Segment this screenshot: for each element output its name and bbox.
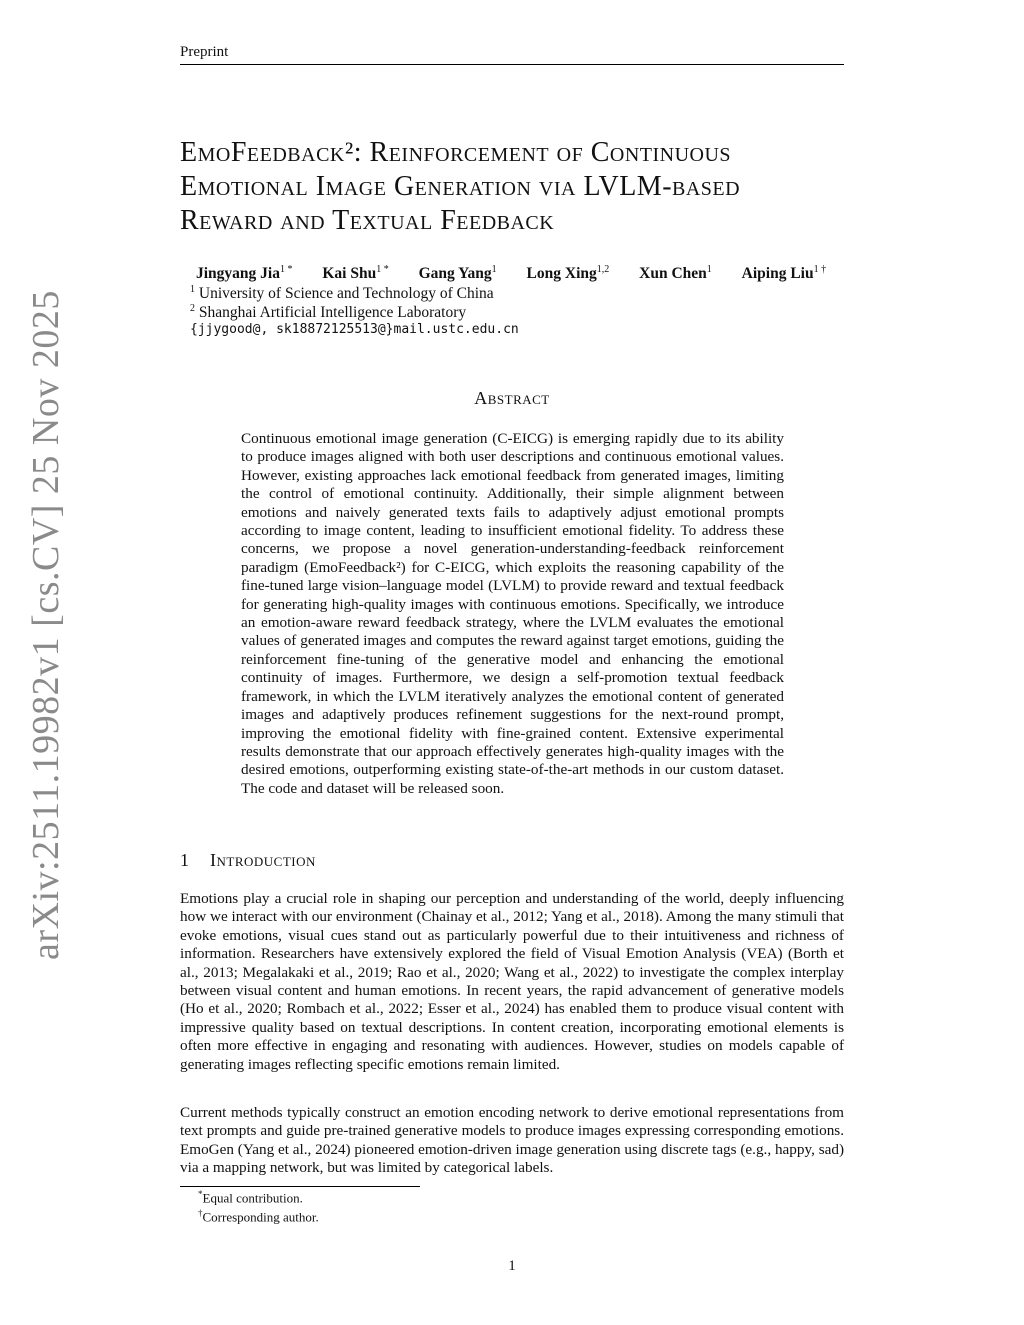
author: Kai Shu$^{1 *}$	[322, 264, 389, 283]
paper-title	[180, 136, 850, 238]
section-number: 1	[180, 850, 190, 870]
abstract-heading: Abstract	[474, 388, 550, 408]
page-number: 1	[508, 1258, 516, 1274]
abstract-text: Continuous emotional image generation (C-EICG) is emerging rapidly due to its ability to produce images aligned with both user descriptions and continuous emotional values. However, existing approaches lack emotional feedback from generated images, limiting the control of emotional continuity. Additionally, their simple alignment between emotions and naively generated texts fails to adaptively adjust emotional prompts according to image content, leading to insufficient emotional fidelity. To address these concerns, we propose a novel generation-understanding-feedback reinforcement paradigm (EmoFeedback²) for C-EICG, which exploits the reasoning capability of the fine-tuned large vision–language model (LVLM) to provide reward and textual feedback for generating high-quality images with continuous emotions. Specifically, we introduce an emotion-aware reward feedback strategy, where the LVLM evaluates the emotional values of generated images and computes the reward against target emotions, guiding the reinforcement fine-tuning of the generative model and enhancing the emotional continuity of images. Furthermore, we design a self-promotion textual feedback framework, in which the LVLM iteratively analyzes the emotional content of generated images and adaptively produces refinement suggestions for the next-round prompt, improving the emotional fidelity with fine-grained content. Extensive experimental results demonstrate that our approach effectively generates high-quality images with the desired emotions, outperforming existing state-of-the-art methods in our custom dataset. The code and dataset will be released soon.	[241, 430, 784, 797]
section-title: Introduction	[210, 850, 316, 870]
title-line-2: Emotional Image Generation via LVLM-based	[180, 171, 741, 202]
footnote: *Equal contribution.	[198, 1189, 303, 1206]
author: Gang Yang$^1$	[418, 264, 497, 283]
title-line-1: EmoFeedback²: Reinforcement of Continuous	[180, 137, 732, 168]
author-list	[196, 264, 852, 283]
arxiv-identifier: arXiv:2511.19982v1 [cs.CV] 25 Nov 2025	[25, 290, 67, 960]
author: Aiping Liu$^{1 \dagger}$	[741, 264, 827, 283]
header-rule	[180, 64, 844, 65]
footnote-rule	[180, 1186, 420, 1187]
author-email: {jjygood@, sk18872125513@}mail.ustc.edu.cn	[190, 322, 519, 337]
author: Xun Chen$^1$	[639, 264, 712, 283]
affiliation: $^2$ Shanghai Artificial Intelligence Laboratory	[190, 303, 467, 322]
running-header: Preprint	[180, 44, 229, 60]
affiliation: $^1$ University of Science and Technology of China	[190, 284, 494, 303]
author: Jingyang Jia$^{1 *}$	[196, 264, 293, 283]
author: Long Xing$^{1,2}$	[526, 264, 610, 283]
title-line-3: Reward and Textual Feedback	[180, 205, 555, 236]
section-heading	[180, 850, 316, 871]
body-paragraph: Emotions play a crucial role in shaping our perception and understanding of the world, deeply influencing how we interact with our environment (Chainay et al., 2012; Yang et al., 2018). Among the many stimuli that evoke emotions, visual cues stand out as particularly powerful due to their intuitiveness and richness of information. Researchers have extensively explored the field of Visual Emotion Analysis (VEA) (Borth et al., 2013; Megalakaki et al., 2019; Rao et al., 2020; Wang et al., 2022) to investigate the complex interplay between visual content and human emotions. In recent years, the rapid advancement of generative models (Ho et al., 2020; Rombach et al., 2022; Esser et al., 2024) has enabled them to produce visual content with impressive quality based on textual descriptions. In content creation, incorporating emotional elements is often more effective in engaging and resonating with audiences. However, studies on models capable of generating images reflecting specific emotions remain limited.	[180, 890, 844, 1073]
footnote: †Corresponding author.	[198, 1208, 319, 1225]
body-paragraph: Current methods typically construct an emotion encoding network to derive emotional representations from text prompts and guide pre-trained generative models to produce images expressing corresponding emotions. EmoGen (Yang et al., 2024) pioneered emotion-driven image generation using discrete tags (e.g., happy, sad) via a mapping network, but was limited by categorical labels.	[180, 1104, 844, 1177]
